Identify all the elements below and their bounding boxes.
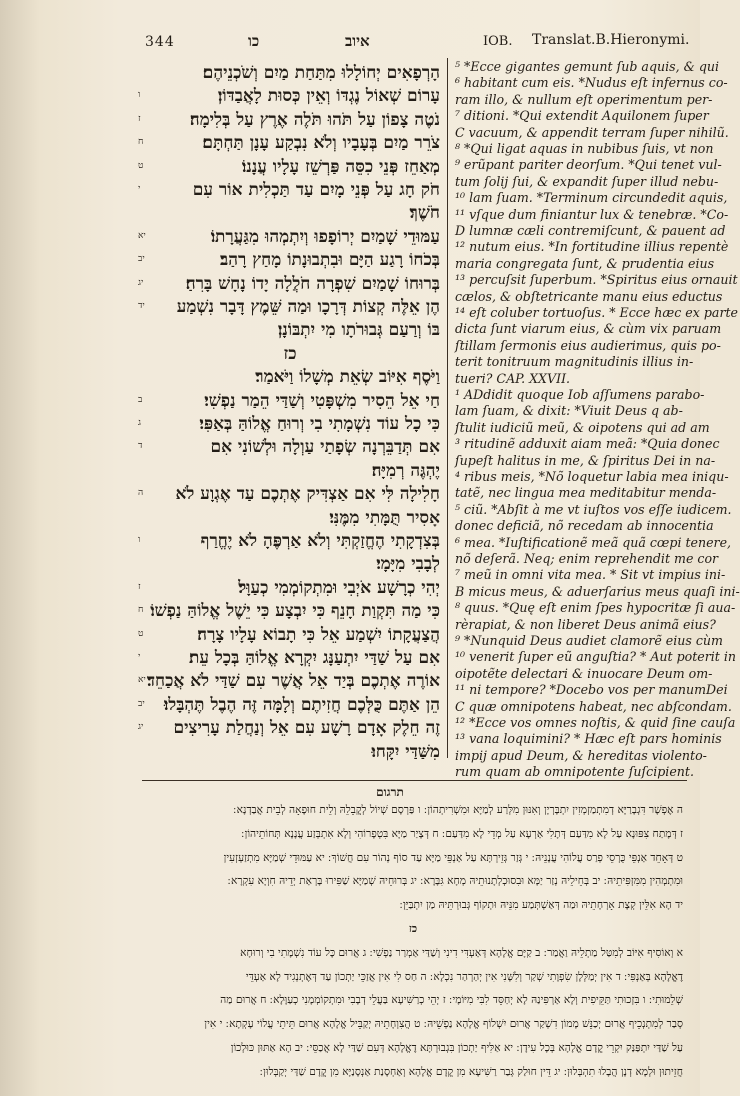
hebrew-verse-line: צֹרֵר מַיִם בְּעָבָיו וְלֹא נִבְקַע עָנָן תַּחְתָּם׃: [202, 133, 440, 154]
latin-text-line: ram illo, & nullum eſt operimentum per-: [455, 91, 713, 107]
latin-text-line: nõ deſerã. Neq; enim reprehendit me cor: [455, 551, 719, 566]
latin-text-line: ¹⁴ eſt coluber tortuoſus. * Ecce hæc ex parte: [455, 305, 738, 320]
hebrew-verse-line: בְּכֹחוֹ רָגַע הַיָּם וּבִתְבוּנָתוֹ מָחַץ רָהַב׃: [220, 250, 440, 271]
hebrew-verse-number: יב: [138, 698, 145, 709]
latin-text-line: D lumnæ cæli contremiſcunt, & pauent ad: [455, 223, 726, 238]
latin-text-line: cælos, & obſtetricante manu eius eductus: [455, 288, 723, 304]
latin-text-line: ⁷ ditioni. *Qui extendit Aquilonem ſuper: [455, 108, 709, 124]
hebrew-verse-number: ז: [138, 581, 141, 592]
latin-text-line: lam ſuam, & dixit: *Viuit Deus q ab-: [455, 403, 683, 419]
hebrew-verse-number: ג: [138, 418, 141, 428]
latin-text-line: tueri? CAP. XXVII.: [455, 370, 571, 386]
hebrew-verse-number: י: [138, 184, 141, 194]
hebrew-verse-number: ו: [138, 90, 141, 101]
targum-chapter-heading: כז: [408, 923, 418, 935]
latin-text-line: B micus meus, & aduerſarius meus quaſi ini-: [455, 583, 740, 599]
targum-text-line: ט דְּאָחֵד אַנְפֵּי כֻּרְסֵי פְרַס עֲלוֹהִי עֲנָנֵיהּ ׃ י גְּזַר גְּזֵירְתָּא עַל אַנְפֵּי מַיָּא עַד סוֹף נְהוֹר עִם חֲשׁוֹךְ ׃ יא עַמּוּדֵי שְׁמַיָּא מִתְזַעְזְעִין: [223, 851, 683, 864]
targum-text-line: חֲזֵיתוּן וּלְמָא דְנָן הֲבָלוּ תִהְבְּלוּן ׃ יג דֵּין חוּלַק גְּבַר רַשִּׁיעָא מִן קֳדָם אֱלָהָא וְאַחְסָנַת אַנְסָנַיָּא מִן קֳדָם שַׁדַּי יְקַבְּלוּן ׃: [259, 1065, 683, 1078]
hebrew-verse-line: מְאַחֵז פְּנֵי כִסֵּה פַּרְשֵׁז עָלָיו עֲנָנוֹ׃: [241, 156, 440, 177]
hebrew-verse-line: עָרוֹם שְׁאוֹל נֶגְדּוֹ וְאֵין כְּסוּת לָאֲבַדּוֹן׃: [217, 86, 440, 107]
hebrew-verse-line: יְהִי כְרָשָׁע אֹיְבִי וּמִתְקוֹמְמִי כְעַוָּל׃: [238, 577, 440, 598]
targum-text-line: דֶאֱלָהָא בְּאַנְפִּי ׃ ד אִין יְמַלְּלָן שִׂפְוָתִי שְׁקַר וְלִשָּׁנִי אִין יְהַרְהַר נִכְלָא ׃ ה חַס לִי אִין אֲזַכֵּי יַתְכוֹן עַד דְּאֶתְנְגִיד לָא אַעְדֵּי: [245, 970, 683, 983]
hebrew-verse-number: יד: [138, 301, 145, 311]
latin-text-line: oipotẽte delectari & inuocare Deum om-: [455, 665, 713, 681]
latin-text-line: ⁸ quus. *Quę eſt enim ſpes hypocritæ ſi aua-: [455, 600, 736, 616]
hebrew-verse-number: ב: [138, 394, 143, 405]
targum-rule: [142, 780, 687, 781]
hebrew-verse-number: יא: [138, 675, 146, 686]
hebrew-verse-line: אִם תְּדַבֵּרְנָה שְׂפָתַי עַוְלָה וּלְשׁוֹנִי אִם: [210, 437, 440, 458]
latin-text-line: impij apud Deum, & hereditas violento-: [455, 747, 707, 763]
column-divider: [447, 58, 448, 758]
latin-text-line: ¹² *Ecce vos omnes noſtis, & quid ſine cauſa: [455, 715, 736, 730]
hebrew-verse-number: ד: [138, 441, 143, 452]
latin-text-line: tatẽ, nec lingua mea meditabitur menda-: [455, 485, 717, 501]
latin-text-line: ³ ritudinẽ adduxit aiam meã: *Quia donec: [455, 436, 720, 452]
hebrew-verse-line: חֹשֶׁךְ׃: [409, 203, 440, 224]
targum-text-line: סְבַר לְמִתְנְכֵיף אֲרוּם יְכַנֵּשׁ מָמוֹן דִשְׁקַר אֲרוּם יִשְׁלוֹף אֱלָהָא נַפְשֵׁיהּ ׃ ט הֲצִוְחָתֵיהּ יְקַבֵּיל אֱלָהָא אֲרוּם תֵּיתֵי עֲלוֹי עָקְתָא ׃ י אִין: [204, 1018, 683, 1031]
running-header: [0, 32, 700, 54]
latin-text-line: ⁹ *Nunquid Deus audiet clamorẽ eius cùm: [455, 633, 723, 648]
hebrew-verse-line: בּוֹ וְרַעַם גְּבוּרֹתָו מִי יִתְבּוֹנָן׃: [277, 320, 440, 341]
header-translation-title: Translat.B.Hieronymi.: [532, 32, 690, 48]
hebrew-verse-number: יא: [138, 230, 146, 241]
hebrew-verse-line: מִשַּׁדַּי יִקָּחוּ׃: [371, 741, 440, 762]
latin-text-line: rum quam ab omnipotente ſuſcipient.: [455, 764, 694, 780]
latin-text-line: C quæ omnipotens habeat, nec abſcondam.: [455, 698, 732, 714]
hebrew-verse-line: יֶהְגֶּה רְמִיָּה׃: [371, 460, 440, 481]
latin-text-line: ¹ ADdidit quoque Iob aſſumens parabo-: [455, 387, 705, 402]
hebrew-verse-line: אִם עַל שַׁדַּי יִתְעַנָּג יִקְרָא אֱלוֹהַּ בְּכָל עֵת׃: [188, 648, 440, 668]
hebrew-verse-number: יג: [138, 722, 144, 733]
hebrew-verse-line: הֵן אַתֶּם כֻּלְּכֶם חֲזִיתֶם וְלָמָּה זֶּה הֶבֶל תֶּהְבָּלוּ׃: [163, 694, 440, 715]
hebrew-verse-line: אָסִיר תֻּמָּתִי מִמֶּנִּי׃: [329, 507, 440, 528]
latin-text-line: ⁷ meũ in omni vita mea. * Sit vt impius ini-: [455, 567, 726, 583]
latin-text-line: C vacuum, & appendit terram ſuper nihilũ.: [455, 124, 729, 140]
hebrew-verse-line: הֶן אֵלֶּה קְצוֹת דְּרָכָו וּמַה שֵּׁמֶץ דָּבָר נִשְׁמַע: [176, 297, 440, 317]
hebrew-verse-line: הֲצַעֲקָתוֹ יִשְׁמַע אֵל כִּי תָבוֹא עָלָיו צָרָה׃: [197, 624, 440, 645]
latin-text-line: ¹⁰ lam ſuam. *Terminum circundedit aquis,: [455, 190, 728, 206]
latin-text-line: ¹³ percuſsit ſuperbum. *Spiritus eius ornauit: [455, 272, 738, 288]
hebrew-chapter-heading: כז: [283, 343, 297, 364]
hebrew-verse-line: חֹק חָג עַל פְּנֵי מָיִם עַד תַּכְלִית אוֹר עִם: [192, 180, 440, 200]
latin-text-line: donec deficiã, nõ recedam ab innocentia: [455, 518, 714, 534]
targum-text-line: עַל שַׁדַּי יִתְפַּנַּק יִקְרֵי קֳדָם אֱלָהָא בְּכָל עִידָן ׃ יא אַלִּיף יַתְכוֹן בִּגְבוּרְתָּא דֶאֱלָהָא דְּעִם שַׁדַּי לָא אֲכַסֵּי ׃ יב הָא אַתּוּן כּוּלְכוֹן: [230, 1042, 683, 1054]
hebrew-verse-line: זֶה חֵלֶק אָדָם רָשָׁע עִם אֵל וְנַחֲלַת עָרִיצִים: [173, 718, 440, 739]
hebrew-text-column: [138, 60, 440, 762]
latin-text-line: ⁹ erũpant pariter deorſum. *Qui tenet vul-: [455, 157, 722, 173]
hebrew-verse-line: לְבָבִי מִיָּמָי׃: [376, 554, 440, 575]
latin-text-line: ſupeſt halitus in me, & ſpiritus Dei in na-: [455, 452, 716, 468]
latin-text-line: ⁵ *Ecce gigantes gemunt ſub aquis, & qui: [455, 59, 720, 74]
latin-text-line: ſtulit iudiciũ meũ, & oipotens qui ad am: [455, 419, 710, 435]
hebrew-verse-line: חָלִילָה לִּי אִם אַצְדִּיק אֶתְכֶם עַד אֶגְוָע לֹא: [175, 484, 440, 505]
hebrew-verse-line: בְּצִדְקָתִי הֶחֱזַקְתִּי וְלֹא אַרְפֶּהָ לֹא יֶחֱרַף: [200, 531, 440, 551]
latin-text-line: ⁵ ciũ. *Abſit à me vt iuſtos vos eſſe iudicem.: [455, 501, 732, 517]
hebrew-verse-number: ט: [138, 160, 144, 171]
hebrew-verse-number: ח: [138, 137, 144, 148]
latin-text-line: ⁶ mea. *Iuſtificationẽ meã quã cœpi tenere,: [455, 534, 732, 550]
latin-text-line: ¹¹ vſque dum finiantur lux & tenebræ. *Co-: [455, 206, 729, 222]
page-number: 344: [145, 34, 175, 50]
targum-heading: תרגום: [376, 785, 404, 799]
targum-text-line: א וְאוֹסִיף אִיּוֹב לְמִטַּל מַתְלֵיהּ וַאֲמַר ׃ ב קַיָּם אֱלָהָא דְּאַעְדִּי דִינִי וְשַׁדַּי אַמְרַר נַפְשִׁי ׃ ג אֲרוּם כָּל עוֹד נִשְׁמָתִי בִי וְרוּחָא: [240, 946, 683, 959]
latin-text-line: ⁴ ribus meis, *Nõ loquetur labia mea iniqu-: [455, 469, 729, 484]
header-chapter-hebrew: כו: [248, 32, 260, 50]
hebrew-verse-number: יג: [138, 277, 144, 288]
header-book-latin: IOB.: [483, 34, 513, 49]
targum-text-line: יד הָא אִלֵּין קְצָת אָרְחָתֵיהּ וּמַה דְּאַשְׁתְּמַע מִנֵּיהּ וּתְקוֹף גְּבוּרְתֵּיהּ מַן יִתְבַּיֵּן ׃: [399, 899, 683, 912]
hebrew-verse-number: ה: [138, 488, 144, 499]
latin-text-line: ſtillam ſermonis eius audierimus, quis po-: [455, 337, 721, 353]
latin-text-column: [455, 58, 740, 780]
hebrew-verse-number: ט: [138, 628, 144, 639]
hebrew-verse-number: ז: [138, 113, 141, 124]
hebrew-verse-line: נֹטֶה צָפוֹן עַל תֹּהוּ תֹּלֶה אֶרֶץ עַל בְּלִימָה׃: [189, 109, 440, 130]
hebrew-verse-number: ו: [138, 535, 141, 545]
latin-text-line: ¹² nutum eius. *In fortitudine illius repentè: [455, 239, 729, 255]
hebrew-verse-line: עַמּוּדֵי שָׁמַיִם יְרוֹפָפוּ וְיִתְמְהוּ מִגַּעֲרָתוֹ׃: [210, 226, 440, 247]
hebrew-verse-number: י: [138, 652, 141, 662]
header-book-hebrew: איוב: [345, 32, 370, 50]
latin-text-line: terit tonitruum magnitudinis illius in-: [455, 354, 694, 370]
latin-text-line: rèrapiat, & non liberet Deus animã eius?: [455, 616, 716, 632]
latin-text-line: maria congregata ſunt, & prudentia eius: [455, 255, 715, 271]
hebrew-verse-line: אוֹרֶה אֶתְכֶם בְּיַד אֵל אֲשֶׁר עִם שַׁדַּי לֹא אֲכַחֵד׃: [146, 671, 440, 692]
hebrew-verse-line: כִּי מַה תִּקְוַת חָנֵף כִּי יִבְצָע כִּי יֵשֶׁל אֱלוֹהַּ נַפְשׁוֹ׃: [150, 601, 440, 622]
targum-text-line: ז דְּמָתַח צִפּוּנָא עַל לָא מִדַּעַם דְּתָלִי אַרְעָא עַל מְדֵי לָא מִדַּעַם ׃ ח דְּצָיַר מַיָּא בִּטְפָרוֹהִי וְלָא אִתְבְּזַע עֲנָנָא תְּחוֹתֵיהוֹן ׃: [241, 827, 683, 840]
latin-text-line: ¹¹ ni tempore? *Docebo vos per manumDei: [455, 682, 728, 698]
hebrew-verse-line: חַי אֵל הֵסִיר מִשְׁפָּטִי וְשַׁדַּי הֵמַר נַפְשִׁי׃: [204, 390, 440, 411]
latin-text-line: ¹⁰ venerit ſuper eũ anguſtia? * Aut poterit in: [455, 649, 737, 665]
latin-text-line: ⁸ *Qui ligat aquas in nubibus ſuis, vt non: [455, 141, 714, 156]
latin-text-line: ¹³ vana loquimini? * Hæc eſt pars hominis: [455, 731, 722, 747]
latin-text-line: dicta ſunt viarum eius, & cùm vix paruam: [455, 321, 722, 337]
hebrew-verse-number: ח: [138, 605, 144, 616]
targum-text-line: ה אֶפְשָׁר דִּגְבָרַיָּא דְמִתְמַזְמְזִין יִתְבָּרְיָן וְאִנּוּן מִלְּרַע לְמַיָּא וּמִשְׁרִיתְהוֹן ׃ ו פַּרְסָם שְׁיוֹל לְקֳבֵלֵהּ וְלֵית חוּפָאָה לְבֵית אֲבַדְנָא ׃: [233, 804, 683, 816]
hebrew-verse-line: כִּי כָל עוֹד נִשְׁמָתִי בִי וְרוּחַ אֱלוֹהַּ בְּאַפִּי׃: [199, 414, 440, 434]
hebrew-verse-line: בְּרוּחוֹ שָׁמַיִם שִׁפְרָה חֹלֲלָה יָדוֹ נָחָשׁ בָּרִחַ׃: [185, 273, 440, 294]
latin-text-line: tum ſolij ſui, & expandit ſuper illud nebu-: [455, 173, 719, 189]
targum-text-line: וּמִתְמְהִין מִמִּזְפִּיתֵיהּ ׃ יב בְּחֵילֵיהּ נְזַר יַמָּא וּבִסוּכְלְתָנוּתֵיהּ מְחָא גִּבָּרָא ׃ יג בְּרוּחֵיהּ שְׁמַיָּא שַׁפִּירוּ בָּרְאַת יְדֵיהּ חִוְיָא עִקְרָא ׃: [227, 875, 683, 888]
latin-text-line: ⁶ habitant cum eis. *Nudus eſt infernus co-: [455, 75, 728, 91]
hebrew-verse-number: יב: [138, 254, 145, 265]
hebrew-verse-line: וַיֹּסֶף אִיּוֹב שְׂאֵת מְשָׁלוֹ וַיֹּאמַר׃: [255, 367, 440, 388]
hebrew-verse-line: הָרְפָאִים יְחוֹלָלוּ מִתַּחַת מַיִם וְשֹׁכְנֵיהֶם׃: [202, 63, 440, 83]
targum-text-line: שְׁלֵמוּתִי ׃ ו בִּזְכוּתִי תַּקֵּיפִית וְלָא אַרְפִּינַהּ לָא יְחַסֵּד לִבִּי מִיּוֹמָי ׃ ז יְהֵי כְרַשִּׁיעָא בַּעֲלֵי דְבָבִי וּמִתְקוֹמְמָנִי כְעַוָּלָא ׃ ח אֲרוּם מַה: [220, 994, 683, 1007]
